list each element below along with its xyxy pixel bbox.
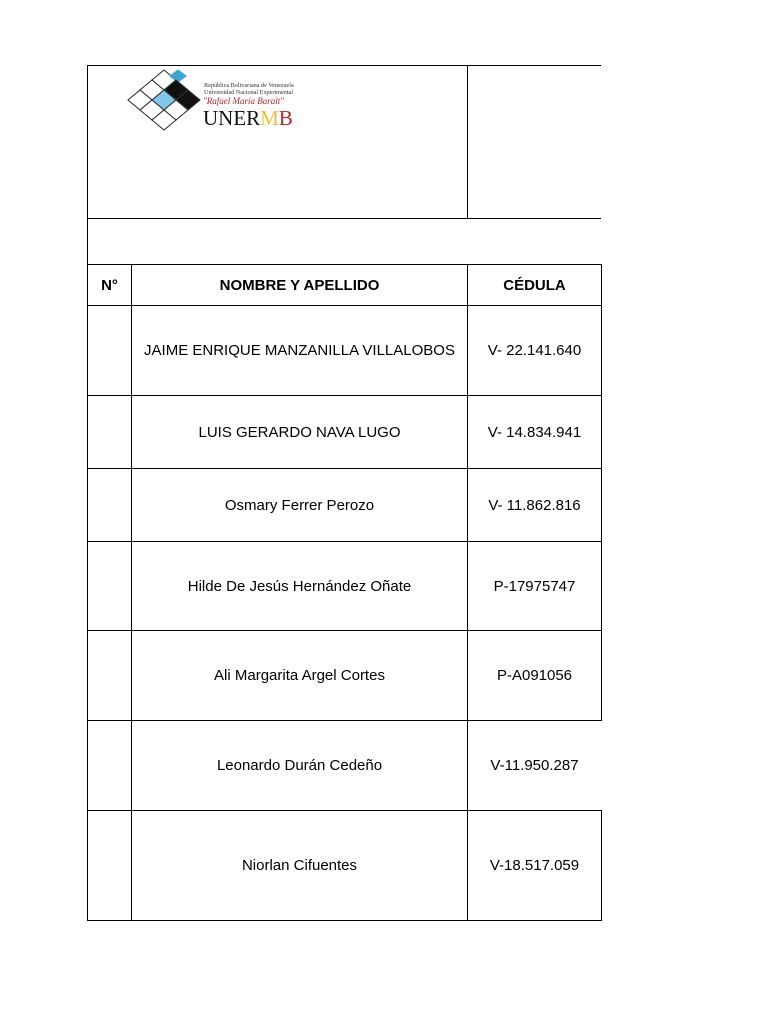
row-name: Hilde De Jesús Hernández Oñate [187,577,412,595]
row-name: JAIME ENRIQUE MANZANILLA VILLALOBOS [144,342,455,359]
column-header-name: NOMBRE Y APELLIDO [219,276,380,294]
row-id: V- 14.834.941 [487,423,582,441]
row-number [88,811,131,920]
row-id: V- 22.141.640 [487,342,582,359]
row-name: Niorlan Cifuentes [241,857,358,874]
row-id: V-11.950.287 [490,757,579,774]
row-name: Ali Margarita Argel Cortes [214,667,385,684]
row-name: Osmary Ferrer Perozo [224,496,375,514]
table-bottom-border [87,920,602,921]
row-number [88,469,131,541]
row-name: Leonardo Durán Cedeño [216,757,383,774]
row-number [88,631,131,720]
column-header-number: N° [101,276,118,294]
diamond-mosaic-icon [128,70,200,130]
logo-cell-right-border [467,65,468,219]
row-id: V-18.517.059 [489,857,580,874]
row-id: P-17975747 [493,577,576,595]
column-header-id: CÉDULA [503,276,566,294]
row-name: LUIS GERARDO NAVA LUGO [198,423,401,441]
logo-line2: Universidad Nacional Experimental [204,89,293,96]
row-number [88,306,131,395]
unermb-logo [124,68,314,142]
row-number [88,721,131,810]
header-bottom-border [87,218,601,219]
table-right-border [601,810,602,921]
logo-acronym: UNERMB [203,106,293,130]
table-right-border [601,264,602,721]
row-number [88,542,131,630]
row-id: V- 11.862.816 [488,496,581,514]
logo-line1: República Bolivariana de Venezuela [204,82,294,89]
row-id: P-A091056 [496,667,573,684]
row-number [88,396,131,468]
table-top-border [87,65,601,66]
logo-line3: "Rafael María Baralt" [203,96,285,106]
